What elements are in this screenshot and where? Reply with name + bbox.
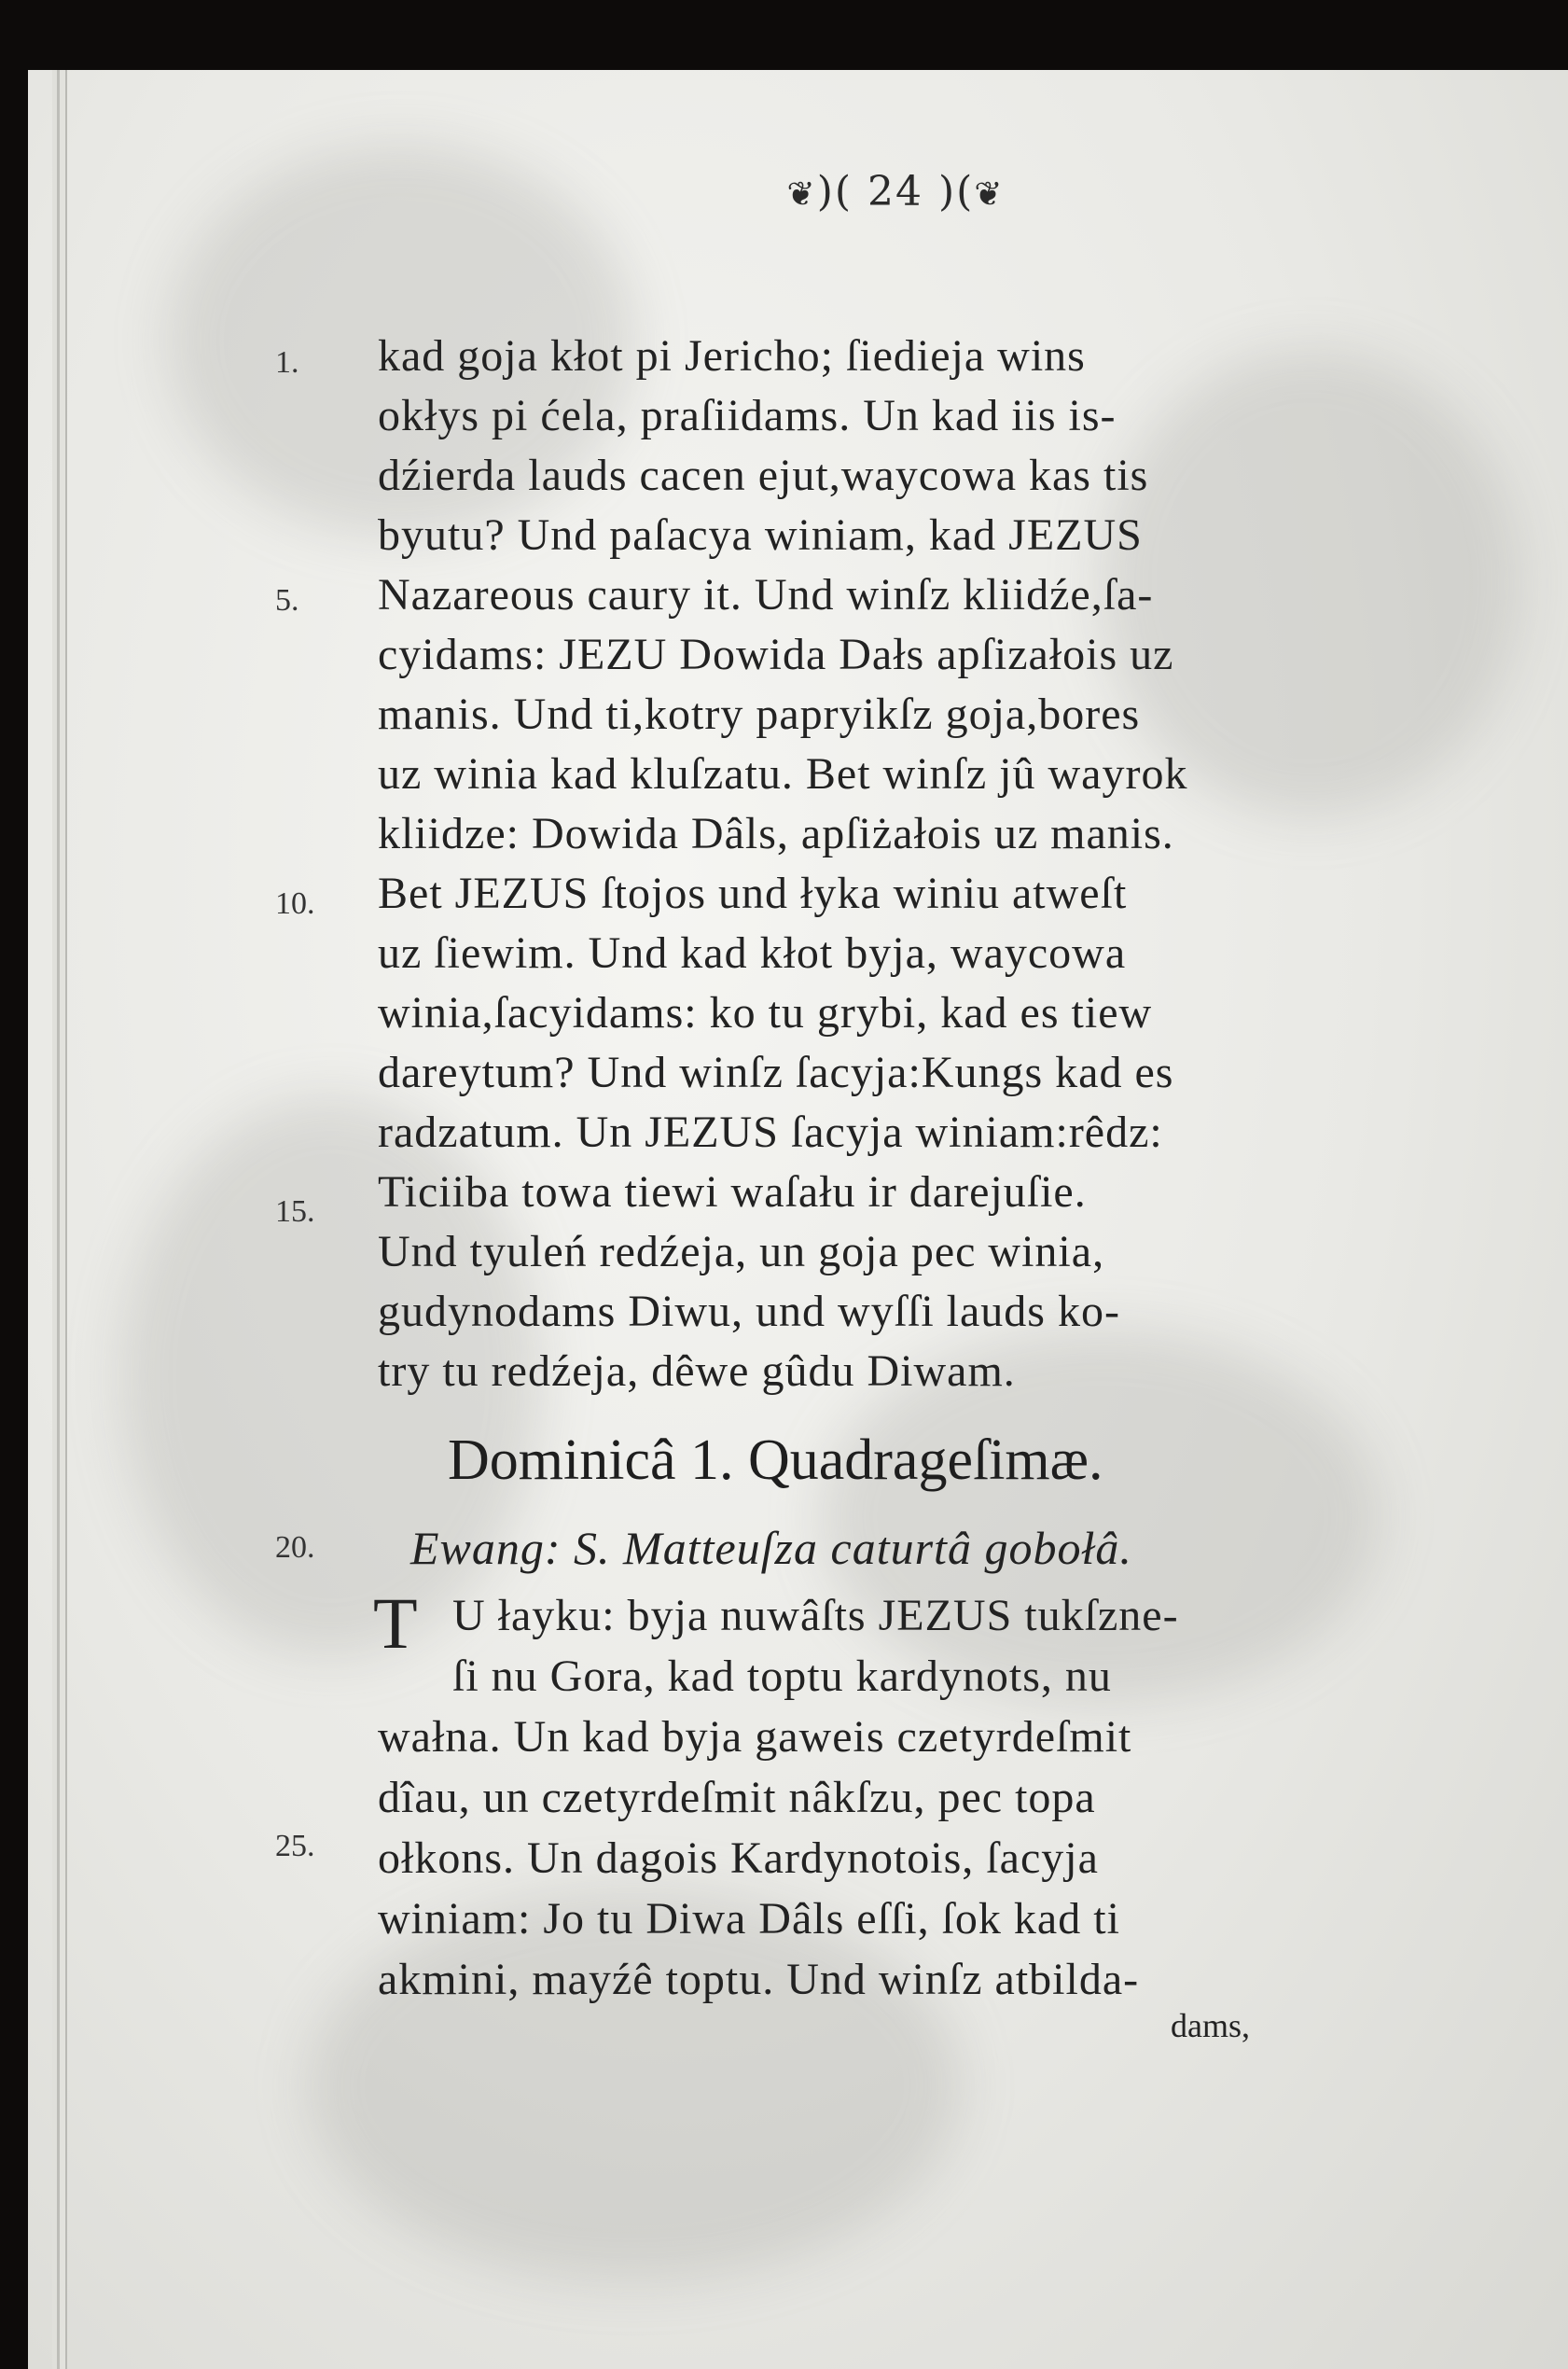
text-line: dźierda lauds cacen ejut,waycowa kas tis bbox=[378, 451, 1149, 500]
text-line: gudynodams Diwu, und wyſſi lauds ko- bbox=[378, 1287, 1120, 1336]
text-line: wałna. Un kad byja gaweis czetyrdeſmit bbox=[378, 1712, 1132, 1762]
ornament-left-icon: ❦ bbox=[786, 175, 817, 214]
text-line: Bet JEZUS ſtojos und łyka winiu atweſt bbox=[378, 869, 1128, 918]
text-line: uz ſiewim. Und kad kłot byja, waycowa bbox=[378, 928, 1127, 978]
page-header bbox=[709, 168, 1082, 216]
line-number: 25. bbox=[275, 1829, 315, 1863]
line-number: 1. bbox=[275, 345, 299, 380]
text-line: winiam: Jo tu Diwa Dâls eſſi, ſok kad ti bbox=[378, 1894, 1120, 1944]
text-line: ſi nu Gora, kad toptu kardynots, nu bbox=[452, 1651, 1112, 1701]
text-line: dareytum? Und winſz ſacyja:Kungs kad es bbox=[378, 1048, 1174, 1097]
text-line: uz winia kad kluſzatu. Bet winſz jû wayrok bbox=[378, 749, 1188, 799]
section-title: Dominicâ 1. Quadrageſimæ. bbox=[448, 1428, 1103, 1492]
text-line: try tu redźeja, dêwe gûdu Diwam. bbox=[378, 1346, 1016, 1396]
catchword: dams, bbox=[1171, 2007, 1250, 2044]
text-line: akmini, mayźê toptu. Und winſz atbilda- bbox=[378, 1955, 1140, 2004]
ornament-right-icon: ❦ bbox=[974, 175, 1005, 214]
text-line: U łayku: byja nuwâſts JEZUS tukſzne- bbox=[452, 1591, 1179, 1640]
drop-cap: T bbox=[373, 1582, 418, 1664]
text-line: kliidze: Dowida Dâls, apſiżałois uz manis. bbox=[378, 809, 1174, 858]
text-line: kad goja kłot pi Jericho; ſiedieja wins bbox=[378, 331, 1086, 381]
line-number: 5. bbox=[275, 583, 299, 618]
text-line: Ticiiba towa tiewi waſału ir darejuſie. bbox=[378, 1167, 1087, 1217]
text-line: winia,ſacyidams: ko tu grybi, kad es tiew bbox=[378, 988, 1153, 1038]
text-line: radzatum. Un JEZUS ſacyja winiam:rêdz: bbox=[378, 1108, 1163, 1157]
text-line: Und tyuleń redźeja, un goja pec winia, bbox=[378, 1227, 1105, 1276]
text-line: okłys pi ćela, praſiidams. Un kad iis is- bbox=[378, 391, 1117, 440]
text-line: ołkons. Un dagois Kardynotois, ſacyja bbox=[378, 1833, 1099, 1883]
text-line: manis. Und ti,kotry papryikſz goja,bores bbox=[378, 690, 1141, 739]
line-number: 10. bbox=[275, 886, 315, 921]
text-line: Nazareous caury it. Und winſz kliidźe,ſa- bbox=[378, 570, 1154, 620]
line-number: 20. bbox=[275, 1530, 315, 1565]
page-edge bbox=[28, 70, 67, 2369]
text-line: cyidams: JEZU Dowida Dałs apſizałois uz bbox=[378, 630, 1174, 679]
text-line: dîau, un czetyrdeſmit nâkſzu, pec topa bbox=[378, 1773, 1096, 1822]
line-number: 15. bbox=[275, 1194, 315, 1229]
text-line: byutu? Und paſacya winiam, kad JEZUS bbox=[378, 510, 1143, 560]
section-subtitle: Ewang: S. Matteuſza caturtâ gobołâ. bbox=[410, 1522, 1132, 1574]
page-number: )( 24 )( bbox=[816, 168, 975, 216]
